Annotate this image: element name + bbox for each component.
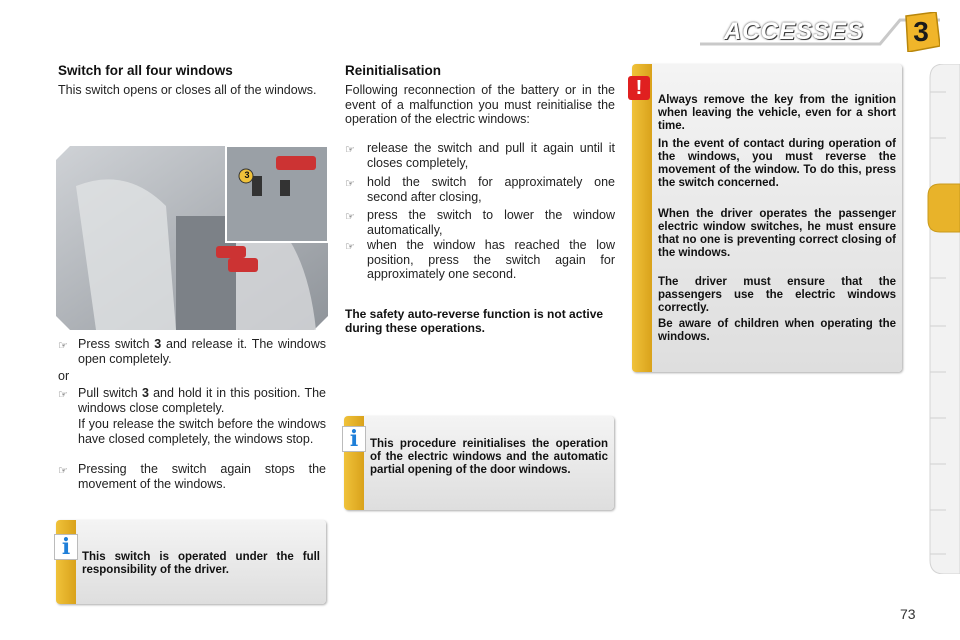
- warning-text-2: In the event of contact during operation of the windows, you must reverse the movement of the window. To do this, press the switch concerned.: [658, 138, 896, 189]
- info-box-text: This procedure reinitialises the operation of the electric windows and the automatic partial opening of the door windows.: [370, 438, 608, 476]
- switch-intro: This switch opens or closes all of the windows.: [58, 83, 317, 97]
- warning-text-1: Always remove the key from the ignition when leaving the vehicle, even for a short time.: [658, 94, 896, 132]
- info-box-text: This switch is operated under the full responsibility of the driver.: [82, 551, 320, 576]
- bullet-icon: ☞: [345, 178, 355, 190]
- bullet-icon: ☞: [58, 389, 68, 401]
- chapter-tabs: [926, 64, 960, 574]
- reinit-step-4: when the window has reached the low position, press the switch again for approximately one second.: [367, 238, 615, 281]
- bullet-icon: ☞: [345, 241, 355, 253]
- reinit-step-1: release the switch and pull it again until it closes completely,: [367, 141, 615, 170]
- page-number: 73: [900, 606, 916, 622]
- photo-callout-label: 3: [244, 170, 250, 180]
- or-text: or: [58, 369, 70, 383]
- window-switch-photo: [56, 146, 328, 330]
- bullet-icon: ☞: [345, 144, 355, 156]
- reinit-step-3: press the switch to lower the window automatically,: [367, 208, 615, 237]
- bullet-icon: ☞: [58, 340, 68, 352]
- chapter-title: ACCESSES: [723, 18, 864, 45]
- warning-box: [632, 64, 902, 372]
- info-box-reinit: [344, 416, 614, 510]
- reinit-step-2: hold the switch for approximately one second after closing,: [367, 175, 615, 204]
- info-icon: i: [342, 426, 366, 452]
- info-box-responsibility: [56, 520, 326, 604]
- reinit-intro: Following reconnection of the battery or in the event of a malfunction you must reinitialise the operation of the electric windows:: [345, 83, 615, 126]
- bullet-icon: ☞: [345, 211, 355, 223]
- step-press-again: Pressing the switch again stops the movement of the windows.: [78, 462, 326, 491]
- box-accent: [632, 64, 652, 372]
- auto-reverse-note: The safety auto-reverse function is not active during these operations.: [345, 307, 604, 335]
- warning-text-5: Be aware of children when operating the windows.: [658, 318, 896, 343]
- section-heading-switch: Switch for all four windows: [58, 63, 233, 78]
- step-pull-note: If you release the switch before the windows have closed completely, the windows stop.: [78, 417, 326, 446]
- box-accent: [56, 520, 76, 604]
- bullet-icon: ☞: [58, 465, 68, 477]
- step-pull-switch: Pull switch 3 and hold it in this position. The windows close completely.: [78, 386, 326, 415]
- info-icon: i: [54, 534, 78, 560]
- step-press-switch: Press switch 3 and release it. The windows open completely.: [78, 337, 326, 366]
- section-heading-reinit: Reinitialisation: [345, 63, 442, 78]
- warning-text-3: When the driver operates the passenger electric window switches, he must ensure that no one is preventing correct closing of the windows.: [658, 208, 896, 259]
- warning-icon: !: [628, 76, 650, 100]
- warning-text-4: The driver must ensure that the passengers use the electric windows correctly.: [658, 276, 896, 314]
- chapter-number: 3: [913, 16, 929, 47]
